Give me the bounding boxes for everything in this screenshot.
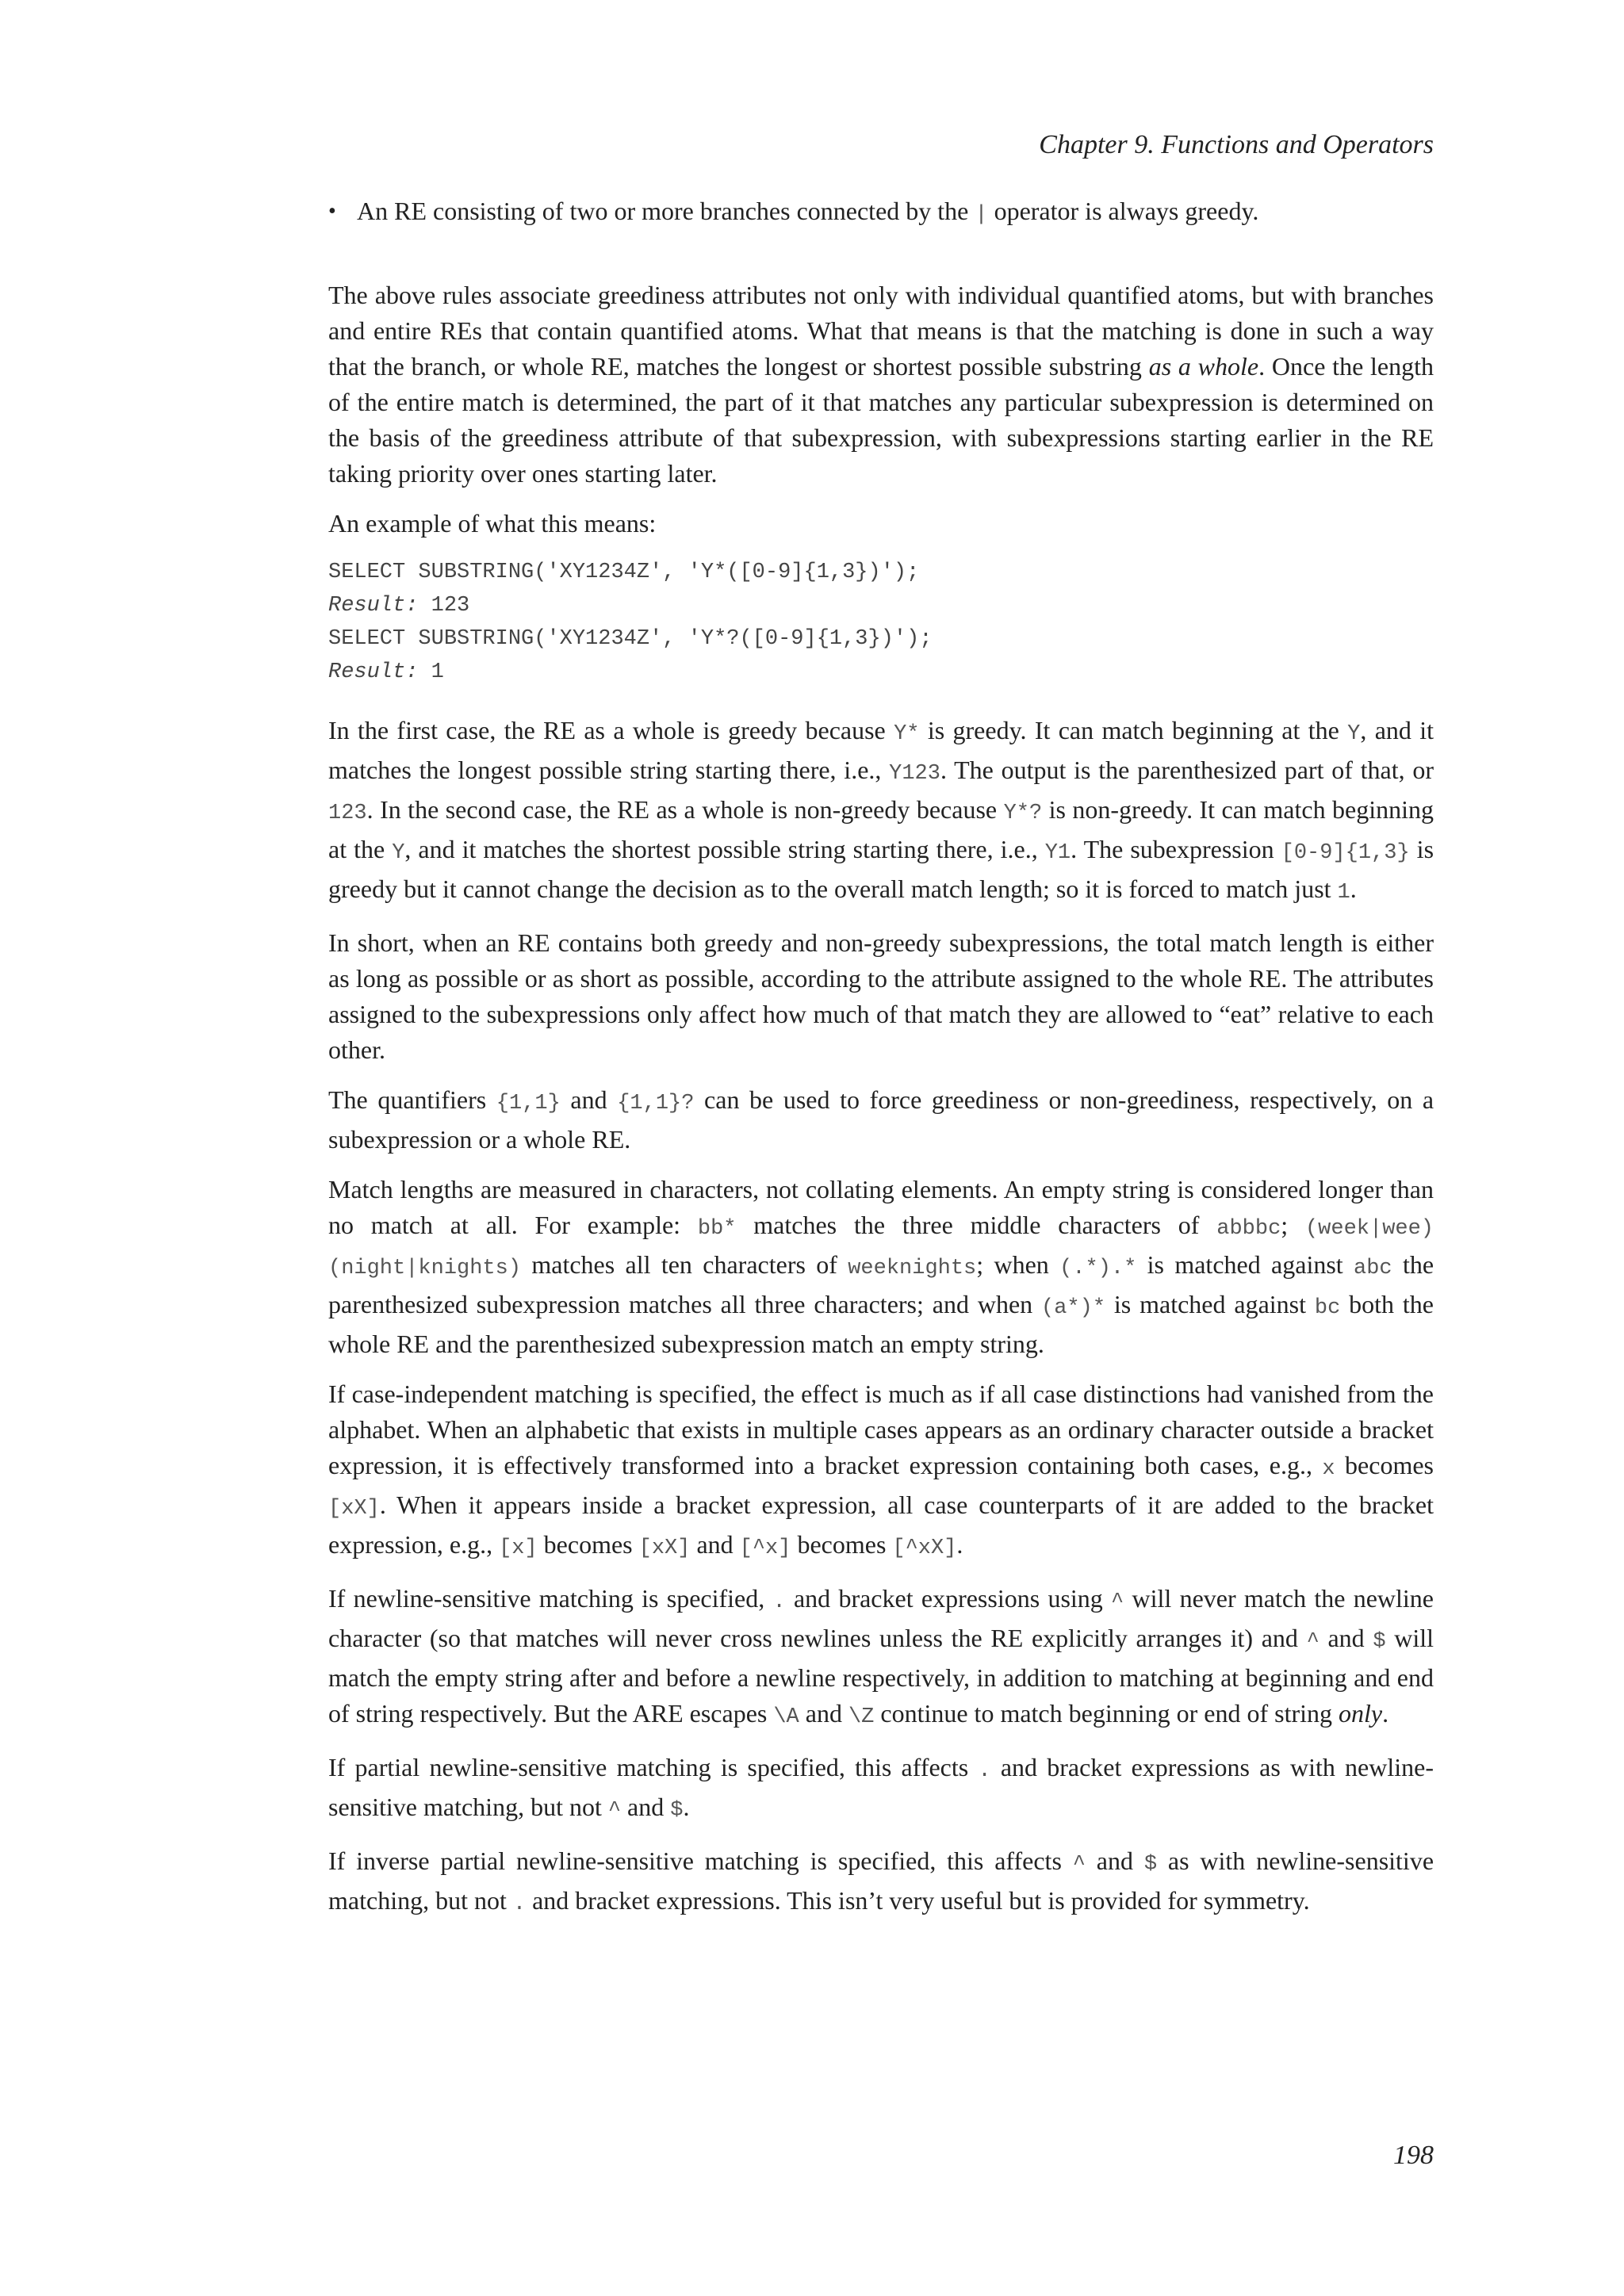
- page-number: 198: [1393, 2141, 1434, 2170]
- paragraph-greediness-rules: [328, 277, 1434, 492]
- inline-code: bc: [1314, 1296, 1341, 1320]
- inline-code: weeknights: [848, 1257, 977, 1280]
- result-label: Result:: [328, 594, 419, 618]
- text-run: and: [621, 1793, 671, 1821]
- inline-code: \Z: [848, 1705, 875, 1729]
- text-run: , and it matches the longest possible string starting there, i.e.,: [328, 716, 1434, 784]
- paragraph-quantifiers: [328, 1082, 1434, 1158]
- emphasis: only: [1339, 1699, 1383, 1728]
- inline-code: .: [978, 1759, 991, 1783]
- inline-code: .: [512, 1892, 527, 1916]
- inline-code: bb*: [697, 1217, 737, 1241]
- text-run: . The subexpression: [1071, 835, 1281, 863]
- paragraph-partial-newline: [328, 1750, 1434, 1829]
- paragraph-match-length-summary: In short, when an RE contains both greedy and non-greedy subexpressions, the total match length is either as long as possible or as short as possible, according to the attribute assigned to the whole RE. The attributes assigned to the subexpressions only affect how much of that match they are allowed to “eat” relative to each other.: [328, 928, 1434, 1064]
- text-run: becomes: [537, 1530, 639, 1559]
- text-run: matches the three middle characters of: [736, 1211, 1217, 1239]
- text-run: An RE consisting of two or more branches connected by the: [357, 197, 975, 225]
- inline-code: 123: [328, 802, 367, 825]
- inline-code: {1,1}?: [617, 1092, 695, 1115]
- inline-code: Y123: [889, 762, 940, 786]
- text-run: ;: [1281, 1211, 1305, 1239]
- inline-code: [0-9]{1,3}: [1281, 841, 1410, 865]
- text-run: If inverse partial newline-sensitive matching is specified, this affects: [328, 1846, 1073, 1875]
- text-run: The quantifiers: [328, 1085, 496, 1114]
- inline-code: abbbc: [1216, 1217, 1281, 1241]
- code-line: SELECT SUBSTRING('XY1234Z', 'Y*?([0-9]{1,3})');: [328, 627, 933, 651]
- running-header: Chapter 9. Functions and Operators: [1039, 130, 1434, 159]
- bullet-list: [328, 193, 1434, 233]
- text-run: as with newline-sensitive matching, but not: [328, 1846, 1434, 1915]
- text-run: is greedy. It can match beginning at the: [919, 716, 1348, 744]
- inline-code: .: [772, 1590, 786, 1614]
- text-run: and: [799, 1699, 848, 1728]
- inline-code: [xX]: [638, 1536, 691, 1560]
- text-run: is greedy but it cannot change the decision as to the overall match length; so it is forced to match just: [328, 835, 1434, 903]
- paragraph-case-independent: [328, 1376, 1434, 1567]
- inline-code: ^: [1111, 1590, 1124, 1614]
- code-example: [328, 556, 1434, 689]
- paragraph-inverse-partial-newline: [328, 1843, 1434, 1923]
- text-run: . When it appears inside a bracket expression, all case counterparts of it are added to the bracket expression, e.g.,: [328, 1490, 1434, 1559]
- text-run: .: [1350, 874, 1357, 903]
- code-line: SELECT SUBSTRING('XY1234Z', 'Y*([0-9]{1,3})');: [328, 561, 920, 584]
- text-run: and: [1085, 1846, 1144, 1875]
- paragraph-example-intro: An example of what this means:: [328, 509, 657, 538]
- paragraph-match-lengths: [328, 1172, 1434, 1362]
- text-run: operator is always greedy.: [987, 197, 1259, 225]
- text-run: the parenthesized subexpression matches all three characters; and when: [328, 1250, 1434, 1318]
- result-value: 1: [418, 660, 444, 684]
- text-run: is non-greedy. It can match beginning at the: [328, 795, 1434, 863]
- text-run: and bracket expressions. This isn’t very useful but is provided for symmetry.: [526, 1886, 1310, 1915]
- inline-code: $: [1373, 1630, 1386, 1654]
- text-run: If partial newline-sensitive matching is specified, this affects: [328, 1753, 979, 1781]
- emphasis: as a whole: [1148, 352, 1259, 381]
- text-run: will never match the newline character (so that matches will never cross newlines unless the RE explicitly arranges it) and: [328, 1584, 1434, 1652]
- text-run: If newline-sensitive matching is specified,: [328, 1584, 773, 1613]
- inline-code: ^: [1306, 1630, 1320, 1654]
- inline-code: ^: [607, 1799, 622, 1823]
- inline-code: [xX]: [328, 1497, 380, 1521]
- inline-code: (a*)*: [1041, 1296, 1106, 1320]
- inline-code: Y: [1347, 722, 1361, 746]
- text-run: matches all ten characters of: [521, 1250, 848, 1279]
- inline-code: |: [975, 203, 988, 227]
- text-run: ; when: [976, 1250, 1060, 1279]
- text-run: is matched against: [1136, 1250, 1354, 1279]
- paragraph-newline-sensitive: [328, 1581, 1434, 1735]
- text-run: . The output is the parenthesized part of that, or: [940, 756, 1434, 784]
- inline-code: ^: [1072, 1853, 1086, 1877]
- bullet-item-greedy-branches: [328, 193, 1434, 233]
- inline-code: abc: [1354, 1257, 1392, 1280]
- result-label: Result:: [328, 660, 419, 684]
- text-run: , and it matches the shortest possible string starting there, i.e.,: [404, 835, 1045, 863]
- inline-code: Y*: [894, 722, 920, 746]
- paragraph-example-explanation: [328, 713, 1434, 911]
- inline-code: [^xX]: [892, 1536, 957, 1560]
- text-run: is matched against: [1105, 1290, 1315, 1318]
- text-run: If case-independent matching is specified, the effect is much as if all case distinctions had vanished from the alphabet. When an alphabetic that exists in multiple cases appears as an ordinary character outside a bracket expression, it is effectively transformed into a bracket expression containing both cases, e.g.,: [328, 1380, 1434, 1479]
- text-run: .: [1382, 1699, 1389, 1728]
- inline-code: x: [1322, 1457, 1335, 1481]
- inline-code: $: [1143, 1853, 1158, 1877]
- text-run: becomes: [1335, 1451, 1434, 1479]
- inline-code: [x]: [499, 1536, 538, 1560]
- text-run: The above rules associate greediness attributes not only with individual quantified atoms, but with branches and entire REs that contain quantified atoms. What that means is that the matching is done in such a way that the branch, or whole RE, matches the longest or shortest possible substring: [328, 281, 1434, 381]
- text-run: continue to match beginning or end of string: [874, 1699, 1339, 1728]
- text-run: both the whole RE and the parenthesized subexpression match an empty string.: [328, 1290, 1434, 1358]
- text-run: becomes: [791, 1530, 893, 1559]
- text-run: and: [690, 1530, 740, 1559]
- inline-code: Y*?: [1003, 802, 1043, 825]
- text-run: . Once the length of the entire match is determined, the part of it that matches any particular subexpression is determined on the basis of the greediness attribute of that subexpression, with subexpressions starting earlier in the RE taking priority over ones starting later.: [328, 352, 1434, 488]
- inline-code: [^x]: [739, 1536, 791, 1560]
- inline-code: \A: [773, 1705, 799, 1729]
- text-run: and bracket expressions as with newline-sensitive matching, but not: [328, 1753, 1434, 1821]
- inline-code: 1: [1337, 881, 1350, 905]
- text-run: will match the empty string after and before a newline respectively, in addition to matching at beginning and end of string respectively. But the ARE escapes: [328, 1624, 1434, 1728]
- inline-code: Y1: [1044, 841, 1071, 865]
- text-run: .: [956, 1530, 963, 1559]
- inline-code: (.*).*: [1059, 1257, 1137, 1280]
- text-run: .: [683, 1793, 690, 1821]
- page-body: [328, 193, 1434, 1937]
- inline-code: Y: [392, 841, 405, 865]
- inline-code: {1,1}: [496, 1092, 561, 1115]
- text-run: In the first case, the RE as a whole is greedy because: [328, 716, 894, 744]
- text-run: and: [1319, 1624, 1373, 1652]
- text-run: and: [560, 1085, 618, 1114]
- result-value: 123: [418, 594, 470, 618]
- inline-code: $: [670, 1799, 684, 1823]
- inline-code: (week|wee)(night|knights): [328, 1217, 1434, 1280]
- text-run: . In the second case, the RE as a whole is non-greedy because: [366, 795, 1004, 824]
- text-run: can be used to force greediness or non-greediness, respectively, on a subexpression or a whole RE.: [328, 1085, 1434, 1154]
- text-run: and bracket expressions using: [785, 1584, 1112, 1613]
- text-run: Match lengths are measured in characters, not collating elements. An empty string is considered longer than no match at all. For example:: [328, 1175, 1434, 1239]
